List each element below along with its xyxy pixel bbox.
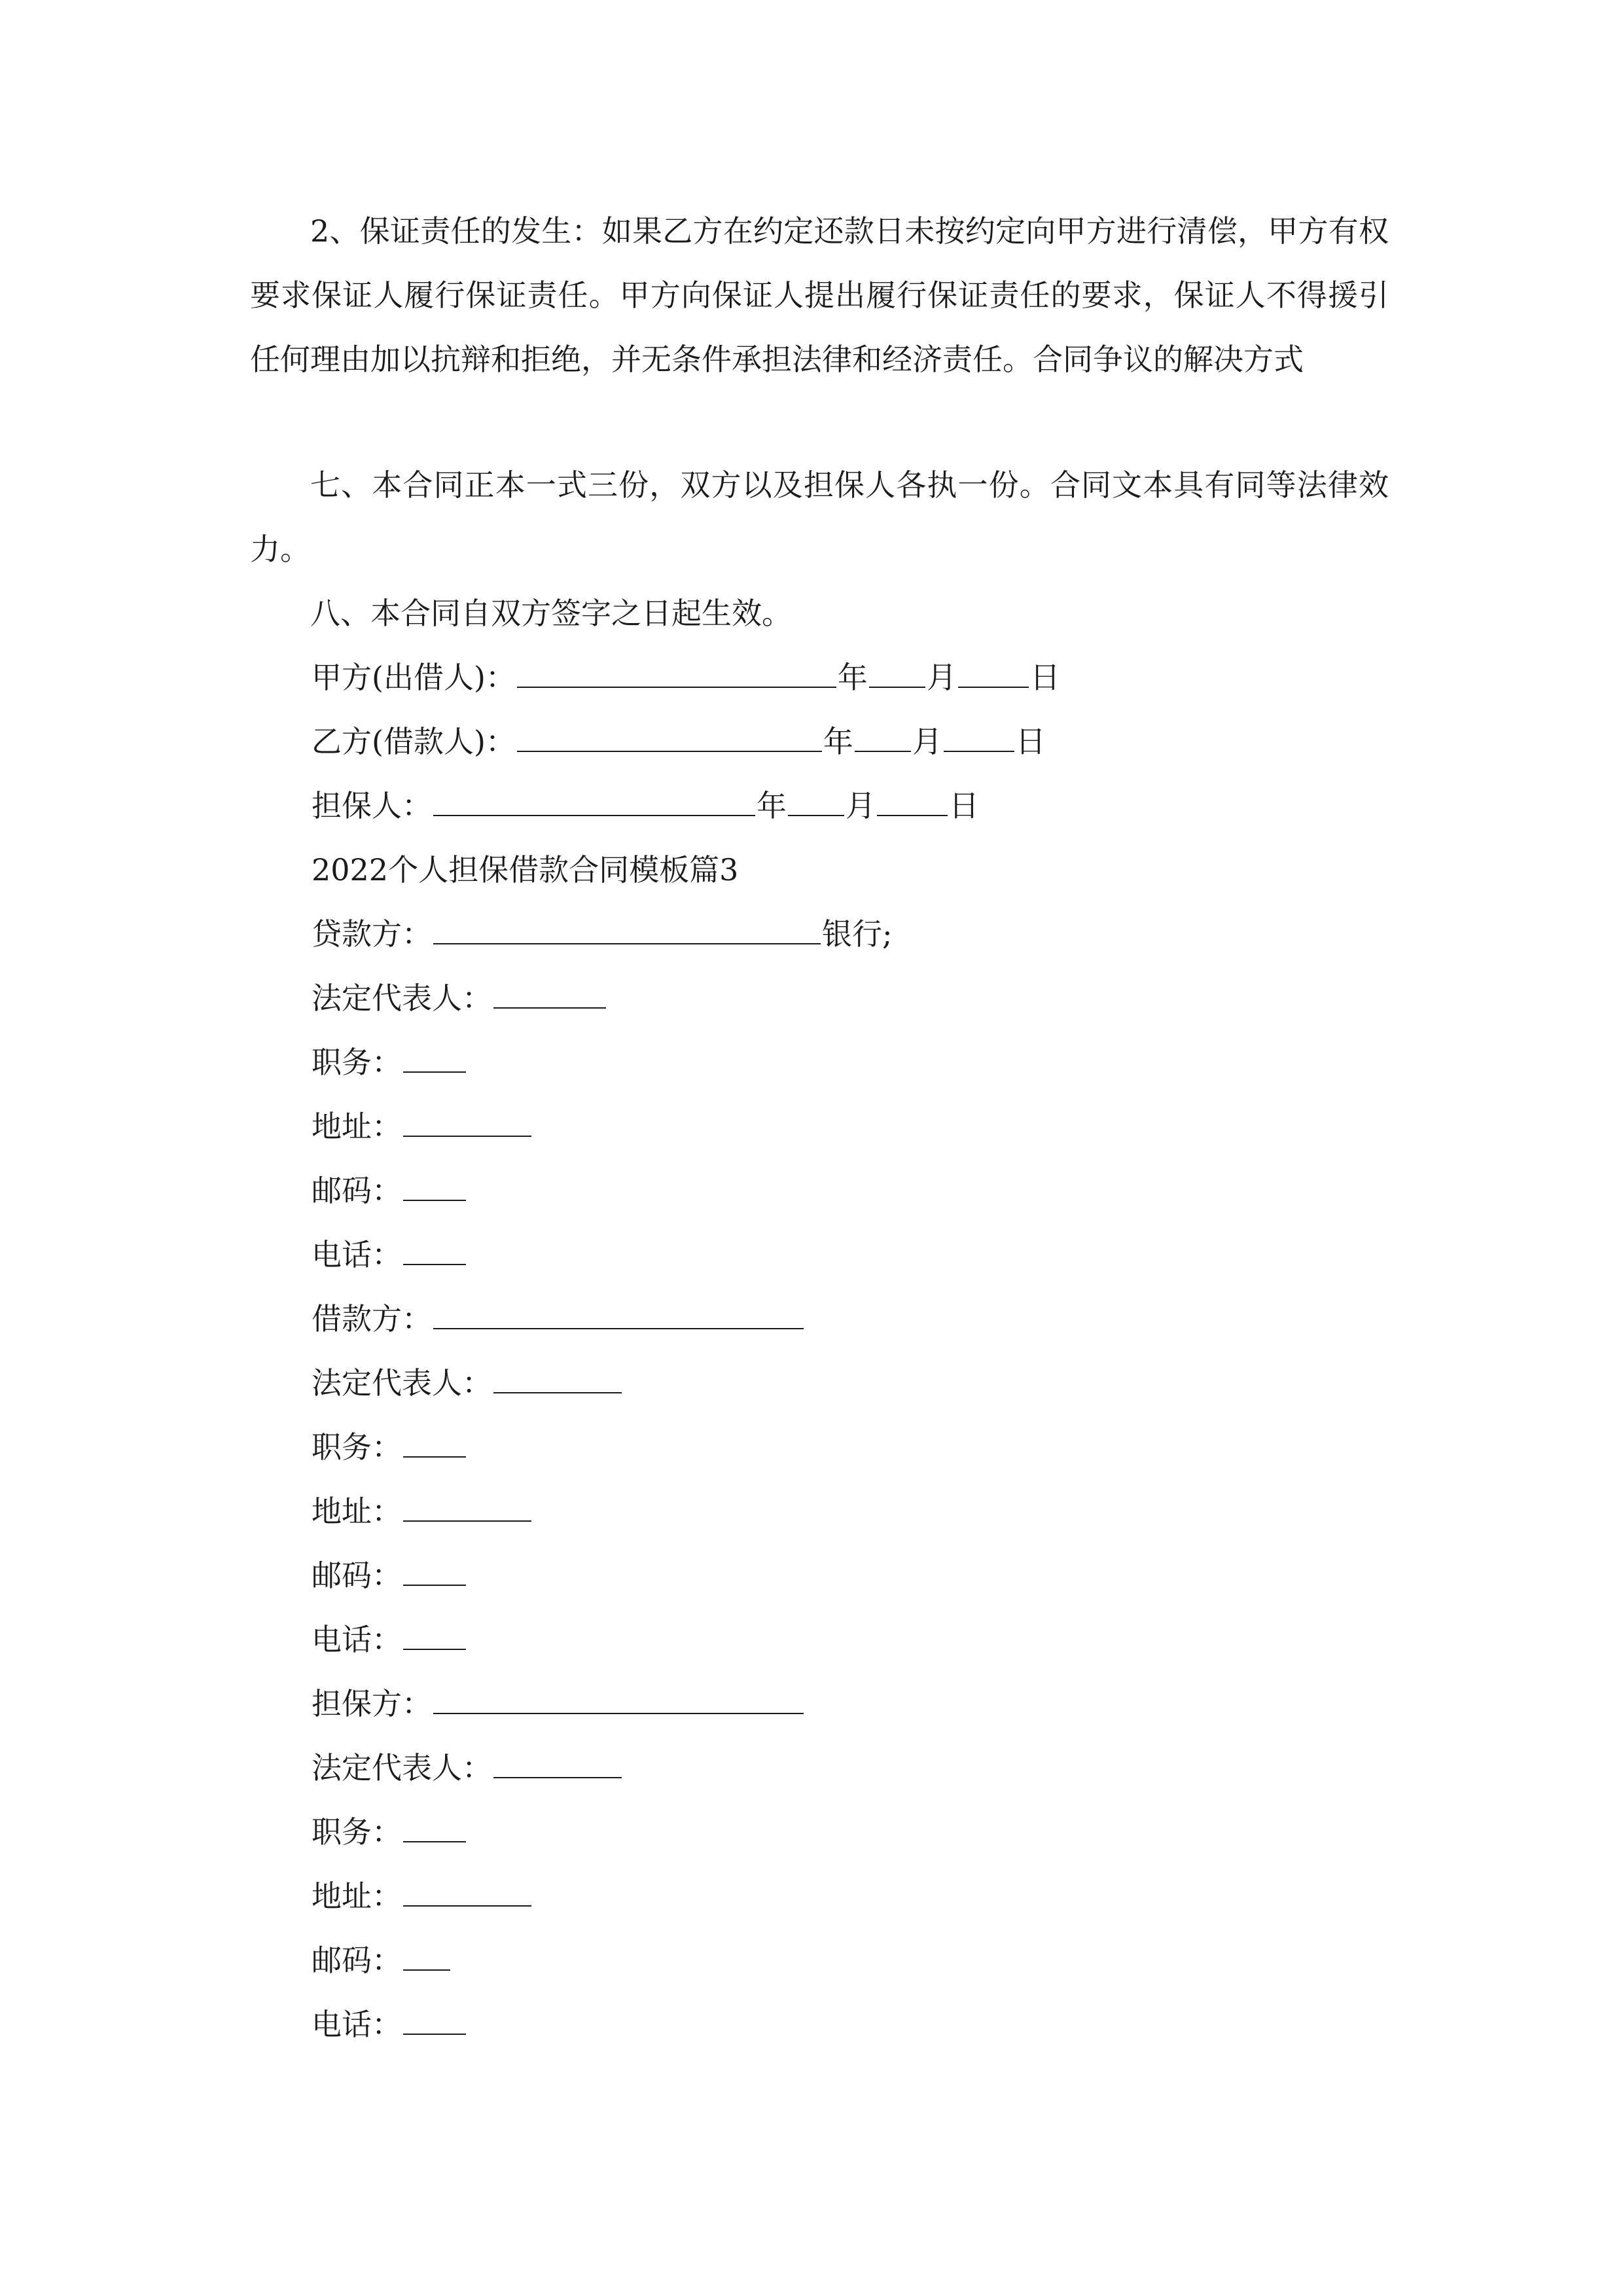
signature-party-b — [312, 709, 1046, 774]
postcode-label: 邮码： — [312, 1943, 402, 1978]
borrower-label: 借款方： — [312, 1301, 432, 1336]
clause-eight-effective: 八、本合同自双方签字之日起生效。 — [310, 596, 792, 631]
rep-blank — [493, 968, 606, 1009]
postcode-blank — [403, 1545, 466, 1586]
month-label: 月 — [846, 788, 876, 823]
month-label: 月 — [912, 724, 942, 759]
address-blank — [403, 1481, 531, 1522]
rep-blank — [493, 1353, 622, 1393]
lender-rep-line — [312, 966, 607, 1030]
year-blank — [788, 776, 844, 816]
phone-blank — [403, 1225, 466, 1265]
borrower-address-line — [312, 1479, 533, 1543]
address-blank — [403, 1866, 531, 1907]
position-blank — [403, 1802, 466, 1842]
lender-postcode-line — [312, 1158, 467, 1223]
month-label: 月 — [926, 660, 957, 695]
lender-line — [312, 902, 893, 966]
guarantor-label: 担保人： — [312, 788, 432, 823]
clause-seven-copies: 七、本合同正本一式三份，双方以及担保人各执一份。合同文本具有同等法律效力。 — [250, 467, 1389, 567]
borrower-blank — [433, 1289, 804, 1329]
signature-blank — [433, 776, 755, 816]
guarantor-postcode-line — [312, 1928, 452, 1992]
rep-label: 法定代表人： — [312, 1750, 492, 1785]
phone-blank — [403, 1994, 466, 2035]
month-blank — [944, 711, 1014, 752]
borrower-phone-line — [312, 1607, 467, 1672]
postcode-label: 邮码： — [312, 1558, 402, 1593]
month-blank — [877, 776, 948, 816]
borrower-line — [312, 1287, 805, 1351]
postcode-blank — [403, 1160, 466, 1201]
borrower-rep-line — [312, 1351, 623, 1415]
phone-label: 电话： — [312, 1237, 402, 1272]
address-label: 地址： — [312, 1878, 402, 1914]
day-label: 日 — [949, 788, 979, 823]
rep-blank — [493, 1738, 622, 1778]
guarantor-phone-line — [312, 1992, 467, 2056]
borrower-position-line — [312, 1415, 467, 1479]
address-label: 地址： — [312, 1494, 402, 1529]
year-blank — [869, 647, 925, 688]
address-blank — [403, 1096, 531, 1137]
year-label: 年 — [837, 660, 868, 695]
signature-blank — [517, 647, 836, 688]
year-blank — [855, 711, 911, 752]
guarantor-party-line — [312, 1672, 805, 1736]
address-label: 地址： — [312, 1109, 402, 1144]
phone-label: 电话： — [312, 1622, 402, 1657]
day-label: 日 — [1029, 660, 1060, 695]
lender-phone-line — [312, 1223, 467, 1287]
phone-label: 电话： — [312, 2007, 402, 2042]
postcode-label: 邮码： — [312, 1173, 402, 1208]
position-label: 职务： — [312, 1429, 402, 1465]
position-label: 职务： — [312, 1045, 402, 1080]
position-label: 职务： — [312, 1814, 402, 1850]
position-blank — [403, 1417, 466, 1458]
signature-guarantor — [312, 774, 979, 838]
lender-label: 贷款方： — [312, 916, 432, 952]
signature-party-a — [312, 645, 1060, 709]
day-label: 日 — [1015, 724, 1046, 759]
section-title: 2022个人担保借款合同模板篇3 — [312, 852, 739, 888]
guarantor-address-line — [312, 1864, 533, 1928]
party-a-label: 甲方(出借人)： — [312, 660, 516, 695]
lender-address-line — [312, 1094, 533, 1158]
borrower-postcode-line — [312, 1543, 467, 1607]
guarantor-position-line — [312, 1800, 467, 1864]
party-b-label: 乙方(借款人)： — [312, 724, 516, 759]
guarantor-party-blank — [433, 1674, 804, 1714]
phone-blank — [403, 1609, 466, 1650]
postcode-blank — [403, 1930, 450, 1971]
year-label: 年 — [823, 724, 853, 759]
lender-position-line — [312, 1030, 467, 1094]
guarantor-party-label: 担保方： — [312, 1686, 432, 1721]
signature-blank — [517, 711, 822, 752]
lender-blank — [433, 904, 821, 944]
rep-label: 法定代表人： — [312, 1365, 492, 1401]
rep-label: 法定代表人： — [312, 980, 492, 1016]
month-blank — [958, 647, 1029, 688]
clause-guarantee-liability: 2、保证责任的发生：如果乙方在约定还款日未按约定向甲方进行清偿，甲方有权要求保证人履行保证责任。甲方向保证人提出履行保证责任的要求，保证人不得援引任何理由加以抗辩和拒绝，并无条件承担法律和经济责任。合同争议的解决方式 — [250, 213, 1389, 377]
year-label: 年 — [757, 788, 787, 823]
lender-bank-suffix: 银行; — [822, 916, 893, 952]
guarantor-rep-line — [312, 1736, 623, 1800]
position-blank — [403, 1032, 466, 1073]
